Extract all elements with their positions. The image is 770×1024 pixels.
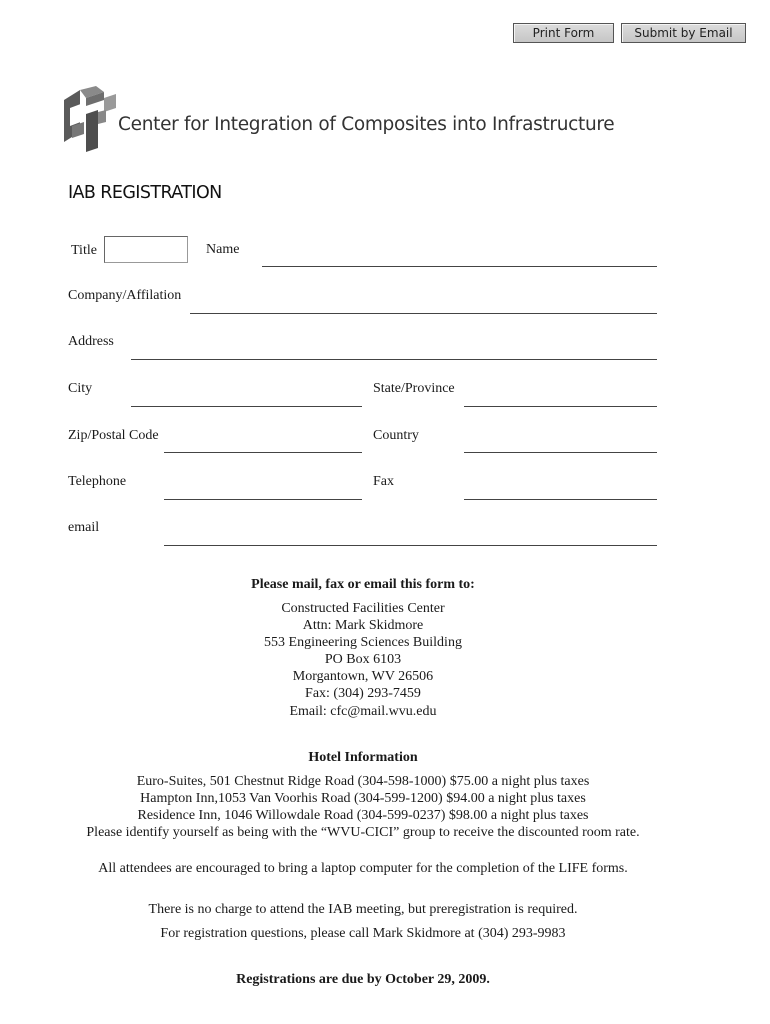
- laptop-note: All attendees are encouraged to bring a laptop computer for the completion of the LIFE forms.: [98, 861, 628, 876]
- form-title: IAB REGISTRATION: [68, 183, 222, 203]
- mailing-line: Attn: Mark Skidmore: [302, 618, 424, 633]
- cici-logo-icon: [60, 86, 120, 161]
- no-charge-note: There is no charge to attend the IAB meeting, but preregistration is required.: [148, 902, 578, 917]
- country-label: Country: [373, 428, 419, 443]
- mailing-line: PO Box 6103: [324, 652, 402, 667]
- state-input[interactable]: [464, 406, 657, 407]
- title-input[interactable]: [104, 236, 188, 263]
- organization-name: Center for Integration of Composites into Infrastructure: [118, 114, 615, 135]
- address-input[interactable]: [131, 359, 657, 360]
- mailing-line: Fax: (304) 293-7459: [305, 686, 421, 701]
- questions-note: For registration questions, please call Mark Skidmore at (304) 293-9983: [160, 926, 566, 941]
- hotel-line: Residence Inn, 1046 Willowdale Road (304-599-0237) $98.00 a night plus taxes: [137, 808, 589, 823]
- hotel-note: Please identify yourself as being with the “WVU-CICI” group to receive the discounted room rate.: [86, 825, 640, 840]
- title-label: Title: [71, 243, 97, 258]
- city-input[interactable]: [131, 406, 362, 407]
- city-label: City: [68, 381, 93, 396]
- mailing-email: Email: cfc@mail.wvu.edu: [289, 704, 437, 719]
- hotel-heading: Hotel Information: [308, 750, 418, 765]
- company-label: Company/Affilation: [68, 288, 182, 303]
- hotel-line: Hampton Inn,1053 Van Voorhis Road (304-599-1200) $94.00 a night plus taxes: [140, 791, 586, 806]
- telephone-input[interactable]: [164, 499, 362, 500]
- zip-input[interactable]: [164, 452, 362, 453]
- country-input[interactable]: [464, 452, 657, 453]
- company-input[interactable]: [190, 313, 657, 314]
- hotel-line: Euro-Suites, 501 Chestnut Ridge Road (304-598-1000) $75.00 a night plus taxes: [136, 774, 590, 789]
- zip-label: Zip/Postal Code: [68, 428, 159, 443]
- telephone-label: Telephone: [68, 474, 127, 489]
- print-form-button[interactable]: Print Form: [513, 23, 614, 43]
- address-label: Address: [68, 334, 114, 349]
- fax-input[interactable]: [464, 499, 657, 500]
- mailing-line: 553 Engineering Sciences Building: [264, 635, 462, 650]
- name-input[interactable]: [262, 266, 657, 267]
- mailing-line: Constructed Facilities Center: [281, 601, 445, 616]
- name-label: Name: [206, 242, 240, 257]
- mailing-heading: Please mail, fax or email this form to:: [251, 577, 475, 592]
- fax-label: Fax: [373, 474, 394, 489]
- email-label: email: [68, 520, 100, 535]
- submit-by-email-button[interactable]: Submit by Email: [621, 23, 746, 43]
- mailing-line: Morgantown, WV 26506: [292, 669, 434, 684]
- state-label: State/Province: [373, 381, 455, 396]
- email-input[interactable]: [164, 545, 657, 546]
- due-date-note: Registrations are due by October 29, 2009.: [236, 972, 490, 987]
